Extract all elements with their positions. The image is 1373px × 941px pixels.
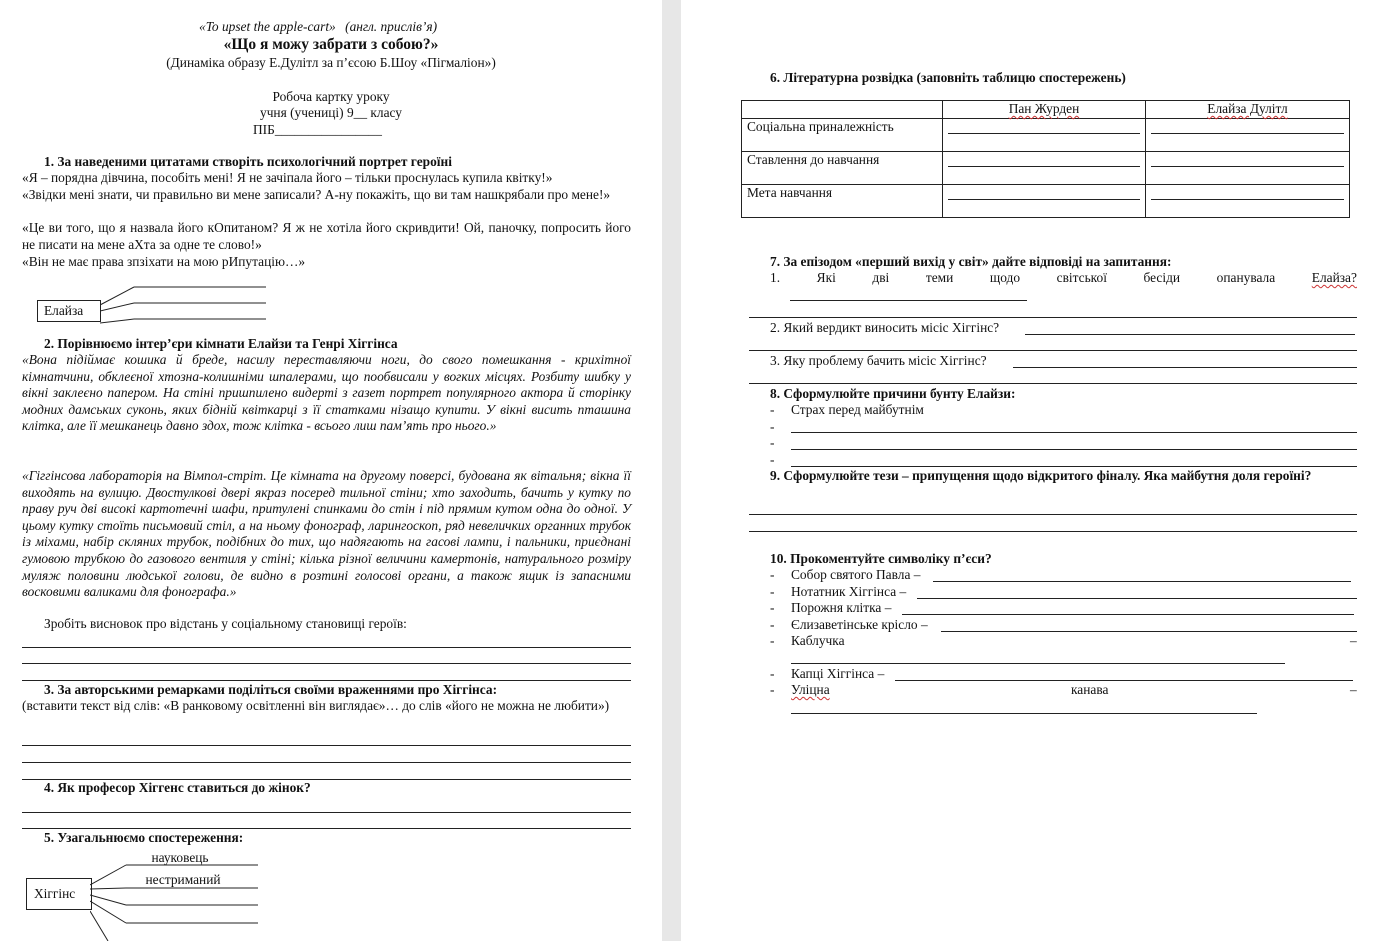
answer-line[interactable] — [1025, 334, 1355, 335]
task1-quote-1: «Я – порядна дівчина, пособіть мені! Я не зачіпала його – тільки проснулась купила квітку!» — [22, 170, 553, 185]
symbol-item-street: Уліцна — [791, 682, 830, 697]
task5-title: 5. Узагальнюємо спостереження: — [44, 830, 244, 845]
observation-table — [741, 100, 1350, 218]
symbol-item-slippers: Капці Хіггінса – — [791, 666, 885, 681]
card-line-1: Робоча картку уроку — [272, 89, 390, 104]
answer-line[interactable] — [22, 745, 631, 746]
table-header-eliza — [1146, 101, 1350, 119]
proverb-note: (англ. прислів’я) — [345, 19, 438, 34]
answer-line[interactable] — [749, 514, 1357, 515]
higgins-connector-lines — [90, 855, 265, 941]
document-subtitle: (Динаміка образу Е.Дулітл за п’єсою Б.Шоу «Пігмаліон») — [166, 55, 496, 70]
row-label: Соціальна приналежність — [742, 119, 943, 152]
table-row — [742, 119, 1350, 152]
bullet: - — [770, 617, 775, 632]
trait-label-1: науковець — [151, 850, 209, 865]
answer-line[interactable] — [22, 663, 631, 664]
answer-line[interactable] — [749, 383, 1357, 384]
answer-line[interactable] — [791, 432, 1357, 433]
answer-line[interactable] — [749, 317, 1357, 318]
dash: – — [1350, 682, 1357, 697]
symbol-item-cathedral: Собор святого Павла – — [791, 567, 921, 582]
bullet: - — [770, 600, 775, 615]
card-line-3: ПІБ________________ — [253, 122, 382, 137]
task6-title: 6. Літературна розвідка (заповніть таблицю спостережень) — [770, 70, 1126, 85]
column-label: Елайза Дулітл — [1207, 101, 1288, 116]
document-title: «Що я можу забрати з собою?» — [223, 36, 439, 53]
symbol-item-ring: Каблучка — [791, 633, 845, 648]
eliza-box: Елайза — [37, 300, 101, 322]
task1-title: 1. За наведеними цитатами створіть психологічний портрет героїні — [44, 154, 452, 169]
table-cell[interactable] — [943, 185, 1146, 218]
proverb-text: «To upset the apple-cart» — [199, 19, 336, 34]
symbol-item-notebook: Нотатник Хіггінса – — [791, 584, 907, 599]
task1-quote-3: «Це ви того, що я назвала його кОпитаном? Я ж не хотіла його скривдити! Ой, паночку, попросить його не писати на мене аХта за одне те слово!» — [22, 220, 631, 252]
answer-line[interactable] — [791, 449, 1357, 450]
task4-title: 4. Як професор Хіггенс ставиться до жінок? — [44, 780, 311, 795]
q-word: щодо — [989, 270, 1021, 285]
q-word: Які — [816, 270, 836, 285]
answer-line[interactable] — [933, 581, 1351, 582]
bullet: - — [770, 435, 775, 450]
trait-label-2: нестриманий — [145, 872, 221, 887]
task2-text-eliza-room: «Вона підіймає кошика й бреде, насилу переставляючи ноги, до свого помешкання - крихітної кімнатчини, обклеєної хтозна-колишніми шпалерами, що пообвисали у вогких місцях. Розбиту шибку у вікні заклеєно папером. На стіні пришпилено видерті з газет портрет популярного актора й сторінку модних дамських суконь, яких бідній квіткарці з її статками нізащо купити. У вікні висить пташина клітка, але її мешканець давно здох, тож клітка - всього лиш пам’ять про нього.» — [22, 352, 631, 434]
row-label: Мета навчання — [742, 185, 943, 218]
answer-line[interactable] — [902, 614, 1354, 615]
answer-line[interactable] — [791, 713, 1257, 714]
answer-line[interactable] — [1013, 367, 1357, 368]
answer-line[interactable] — [749, 350, 1357, 351]
table-header-empty — [742, 101, 943, 119]
q-word: Елайза? — [1311, 270, 1357, 285]
task7-question-3: 3. Яку проблему бачить місіс Хіггінс? — [770, 353, 987, 368]
right-page — [681, 0, 1373, 941]
card-line-2: учня (учениці) 9__ класу — [260, 105, 402, 120]
bullet: - — [770, 419, 775, 434]
bullet: - — [770, 402, 775, 417]
higgins-box: Хіггінс — [26, 878, 92, 910]
answer-line[interactable] — [22, 680, 631, 681]
table-row — [742, 152, 1350, 185]
row-label: Ставлення до навчання — [742, 152, 943, 185]
column-label: Пан Журден — [1008, 101, 1080, 116]
q-number: 1. — [770, 270, 781, 285]
task7-question-2: 2. Який вердикт виносить місіс Хіггінс? — [770, 320, 1000, 335]
answer-line[interactable] — [791, 466, 1357, 467]
bullet: - — [770, 452, 775, 467]
answer-line[interactable] — [791, 663, 1285, 664]
proverb-line — [199, 19, 437, 35]
q-word: дві — [872, 270, 890, 285]
task8-title: 8. Сформулюйте причини бунту Елайзи: — [770, 386, 1016, 401]
task3-title: 3. За авторськими ремарками поділіться своїми враженнями про Хіггінса: — [44, 682, 498, 697]
table-cell[interactable] — [943, 152, 1146, 185]
bullet: - — [770, 682, 775, 697]
eliza-connector-lines — [100, 283, 270, 328]
left-page — [0, 0, 662, 941]
task2-text-higgins-lab: «Гіггінсова лабораторія на Вімпол-стріт. Це кімната на другому поверсі, будована як вітальня; вікна її виходять на вулицю. Двостулкові двері якраз посеред тильної стіни; хто заходить, бачить у кутку по праву руч дві високі картотечні шафи, притулені спинками до стін і під прямим кутом одна до одної. У цьому кутку стоїть письмовий стіл, а на ньому фонограф, ларингоскоп, ряд невеличких органних трубок із міхами, набір скляних трубок, подібних до тих, що надягають на гасові лампи, і пальники, приєднані гумовою трубкою до газового вентиля у стіні; кілька різної величини камертонів, натурального розміру муляж половини людської голови, де видно в розтині голосові органи, а також ящик із запасними восковими валиками для фонографа.» — [22, 468, 631, 600]
answer-line[interactable] — [941, 631, 1357, 632]
q-word: світської — [1056, 270, 1107, 285]
task7-title: 7. За епізодом «перший вихід у світ» дайте відповіді на запитання: — [770, 254, 1172, 269]
bullet: - — [770, 666, 775, 681]
q-word: теми — [925, 270, 954, 285]
answer-line[interactable] — [790, 300, 1027, 301]
bullet: - — [770, 633, 775, 648]
table-cell[interactable] — [1146, 119, 1350, 152]
task1-quote-4: «Він не має права зпзіхати на мою рИпутацію…» — [22, 254, 306, 269]
task2-conclusion: Зробіть висновок про відстань у соціальному становищі героїв: — [44, 616, 407, 631]
table-header-row — [742, 101, 1350, 119]
table-cell[interactable] — [943, 119, 1146, 152]
answer-line[interactable] — [749, 531, 1357, 532]
answer-line[interactable] — [22, 647, 631, 648]
symbol-item-cage: Порожня клітка – — [791, 600, 892, 615]
task2-title: 2. Порівнюємо інтер’єри кімнати Елайзи та Генрі Хіггінса — [44, 336, 398, 351]
answer-line[interactable] — [22, 812, 631, 813]
task7-question-1 — [770, 270, 1357, 286]
table-row — [742, 185, 1350, 218]
task3-note: (вставити текст від слів: «В ранковому освітленні він виглядає»… до слів «його не можна не любити») — [22, 698, 610, 713]
answer-line[interactable] — [917, 598, 1357, 599]
task8-first-reason: Страх перед майбутнім — [791, 402, 924, 417]
bullet: - — [770, 567, 775, 582]
task1-quote-2: «Звідки мені знати, чи правильно ви мене записали? А-ну покажіть, що ви там нашкрябали про мене!» — [22, 187, 611, 202]
symbol-item-ditch: канава — [1071, 682, 1109, 697]
answer-line[interactable] — [895, 680, 1353, 681]
symbol-item-chair: Єлизаветінське крісло – — [791, 617, 928, 632]
table-cell[interactable] — [1146, 185, 1350, 218]
answer-line[interactable] — [22, 828, 631, 829]
task10-title: 10. Прокоментуйте символіку п’єси? — [770, 551, 992, 566]
table-cell[interactable] — [1146, 152, 1350, 185]
table-header-jourdain — [943, 101, 1146, 119]
task9-title: 9. Сформулюйте тези – припущення щодо відкритого фіналу. Яка майбутня доля героїні? — [770, 468, 1312, 483]
bullet: - — [770, 584, 775, 599]
q-word: опанувала — [1216, 270, 1276, 285]
dash: – — [1350, 633, 1357, 648]
q-word: бесіди — [1143, 270, 1181, 285]
answer-line[interactable] — [22, 762, 631, 763]
